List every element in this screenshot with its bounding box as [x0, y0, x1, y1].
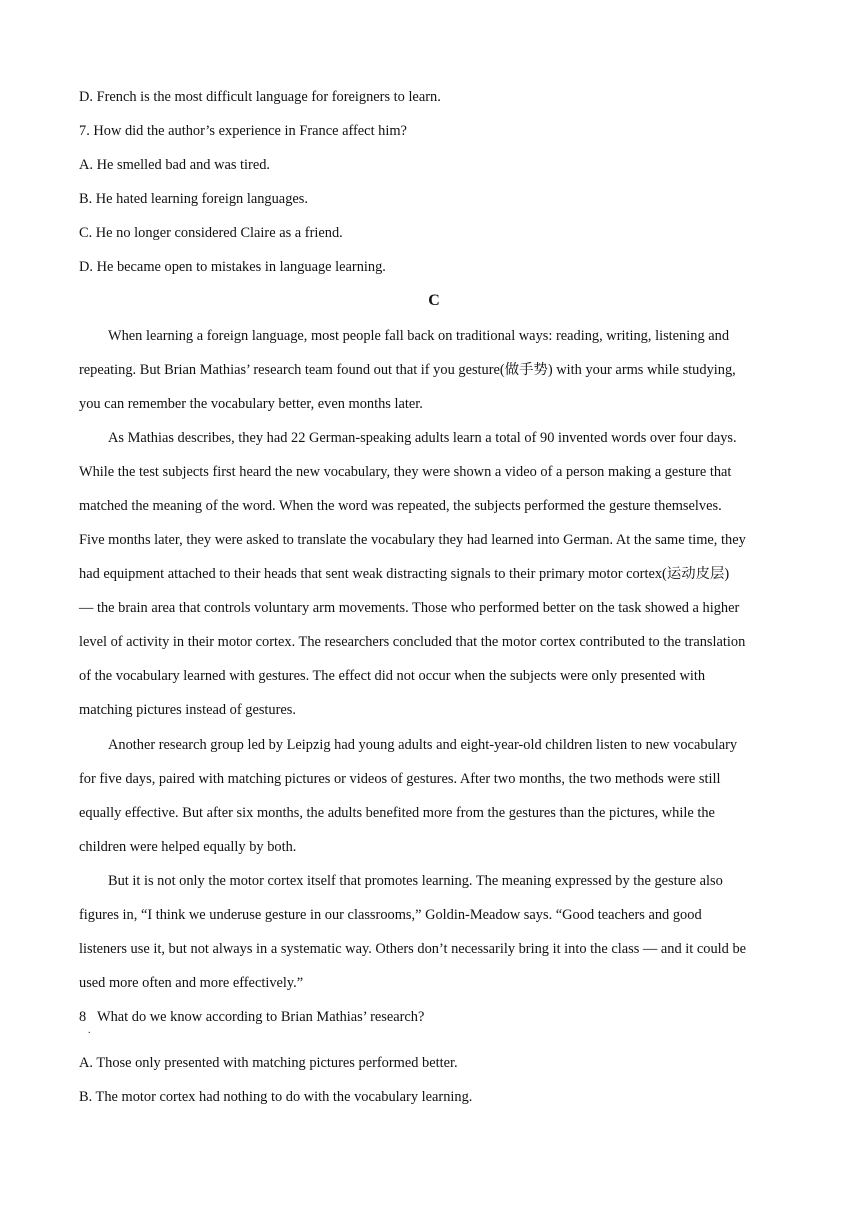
passage-p2-line: As Mathias describes, they had 22 German-speaking adults learn a total of 90 invented words over four days.: [108, 430, 737, 446]
passage-p1-line: repeating. But Brian Mathias’ research team found out that if you gesture(做手势) with your arms while studying,: [79, 362, 736, 378]
passage-p3-line: for five days, paired with matching pictures or videos of gestures. After two months, the two methods were still: [79, 771, 721, 787]
q7-option-b: B. He hated learning foreign languages.: [79, 191, 308, 207]
passage-p2-line: — the brain area that controls voluntary arm movements. Those who performed better on the task showed a higher: [79, 600, 740, 616]
passage-p1-line: When learning a foreign language, most people fall back on traditional ways: reading, writing, listening and: [108, 328, 730, 344]
passage-p4-line: figures in, “I think we underuse gesture in our classrooms,” Goldin-Meadow says. “Good teachers and good: [79, 907, 702, 923]
passage-p4-line: used more often and more effectively.”: [79, 975, 304, 991]
q8-number: 8: [79, 1009, 87, 1025]
passage-p2-line: Five months later, they were asked to translate the vocabulary they had learned into German. At the same time, they: [79, 532, 746, 548]
q7-option-a: A. He smelled bad and was tired.: [79, 157, 271, 173]
passage-p2-line: of the vocabulary learned with gestures. The effect did not occur when the subjects were only presented with: [79, 668, 706, 684]
q8-stem: What do we know according to Brian Mathias’ research?: [97, 1009, 425, 1025]
section-heading: C: [428, 292, 440, 309]
passage-p2-line: level of activity in their motor cortex. The researchers concluded that the motor cortex contributed to the translation: [79, 634, 746, 650]
q8-option-b: B. The motor cortex had nothing to do with the vocabulary learning.: [79, 1089, 473, 1105]
q7-option-d: D. He became open to mistakes in language learning.: [79, 259, 386, 275]
q8-number-dot: .: [88, 1025, 91, 1036]
passage-p2-line: had equipment attached to their heads that sent weak distracting signals to their primary motor cortex(运动皮层): [79, 566, 730, 582]
passage-p3-line: Another research group led by Leipzig had young adults and eight-year-old children listen to new vocabulary: [108, 737, 738, 753]
passage-p4-line: But it is not only the motor cortex itself that promotes learning. The meaning expressed by the gesture also: [108, 873, 723, 889]
q7-option-c: C. He no longer considered Claire as a friend.: [79, 225, 343, 241]
passage-p2-line: matched the meaning of the word. When the word was repeated, the subjects performed the gesture themselves.: [79, 498, 722, 514]
passage-p3-line: children were helped equally by both.: [79, 839, 297, 855]
passage-p2-line: While the test subjects first heard the new vocabulary, they were shown a video of a person making a gesture that: [79, 464, 732, 480]
q8-option-a: A. Those only presented with matching pictures performed better.: [79, 1055, 458, 1071]
passage-p3-line: equally effective. But after six months, the adults benefited more from the gestures than the pictures, while the: [79, 805, 715, 821]
q6-option-d: D. French is the most difficult language for foreigners to learn.: [79, 89, 441, 105]
passage-p2-line: matching pictures instead of gestures.: [79, 702, 296, 718]
q7-stem: 7. How did the author’s experience in France affect him?: [79, 123, 407, 139]
passage-p1-line: you can remember the vocabulary better, even months later.: [79, 396, 423, 412]
passage-p4-line: listeners use it, but not always in a systematic way. Others don’t necessarily bring it into the class — and it could be: [79, 941, 747, 957]
